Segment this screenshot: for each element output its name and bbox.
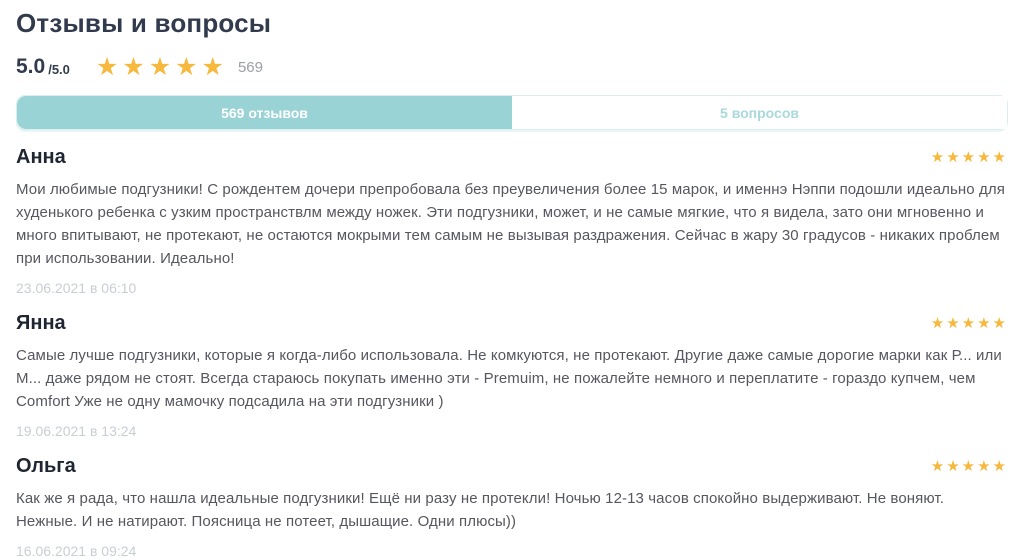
rating-count: 569 [237, 58, 263, 76]
review-author: Анна [16, 146, 66, 168]
review-header [16, 312, 1008, 335]
tab-reviews[interactable]: 569 отзывов [17, 96, 512, 129]
page-title: Отзывы и вопросы [16, 8, 272, 38]
tab-bar [16, 95, 1008, 130]
review-text: Самые лучше подгузники, которые я когда-либо использовала. Не комкуются, не протекают. Другие даже самые дорогие марки как Р... или М... даже рядом не стоят. Всегда стараюсь покупать именно эти - Premuim, не пожалейте немного и переплатите - гораздо купчем, чем Comfort Уже не одну мамочку подсадила на эти подгузники ) [16, 347, 1002, 410]
review-text: Как же я рада, что нашла идеальные подгузники! Ещё ни разу не протекли! Ночью 12-13 часов спокойно выдерживают. Не воняют. Нежные. И не натирают. Поясница не потеет, дышащие. Одни плюсы)) [16, 490, 944, 530]
review-header [16, 146, 1008, 169]
review-stars-icon: ★★★★★ [930, 149, 1008, 166]
review-header [16, 455, 1008, 478]
review-date: 23.06.2021 в 06:10 [16, 280, 137, 296]
rating-max: /5.0 [48, 61, 70, 77]
review-date: 19.06.2021 в 13:24 [16, 423, 137, 439]
rating-stars-icon: ★★★★★ [95, 52, 228, 81]
review-stars-icon: ★★★★★ [930, 458, 1008, 475]
review-author: Янна [16, 312, 66, 334]
review-item [16, 146, 1008, 296]
review-item [16, 312, 1008, 439]
review-author: Ольга [16, 455, 76, 477]
review-text: Мои любимые подгузники! С рождентем дочери препробовала без преувеличения более 15 марок, и именнэ Нэппи подошли идеально для худенького ребенка с узким пространствлм между ножек. Эти подгузники, может, и не самые мягкие, что я видела, зато они мгновенно и много впитывают, не протекают, не остаются мокрыми тем самым не вызывая раздражения. Сейчас в жару 30 градусов - никаких проблем при использовании. Идеально! [16, 181, 1005, 267]
review-date: 16.06.2021 в 09:24 [16, 543, 137, 559]
rating-score: 5.0 [16, 55, 46, 78]
review-item [16, 455, 1008, 559]
rating-summary [16, 53, 1008, 81]
tab-questions[interactable]: 5 вопросов [512, 96, 1007, 129]
review-stars-icon: ★★★★★ [930, 315, 1008, 332]
